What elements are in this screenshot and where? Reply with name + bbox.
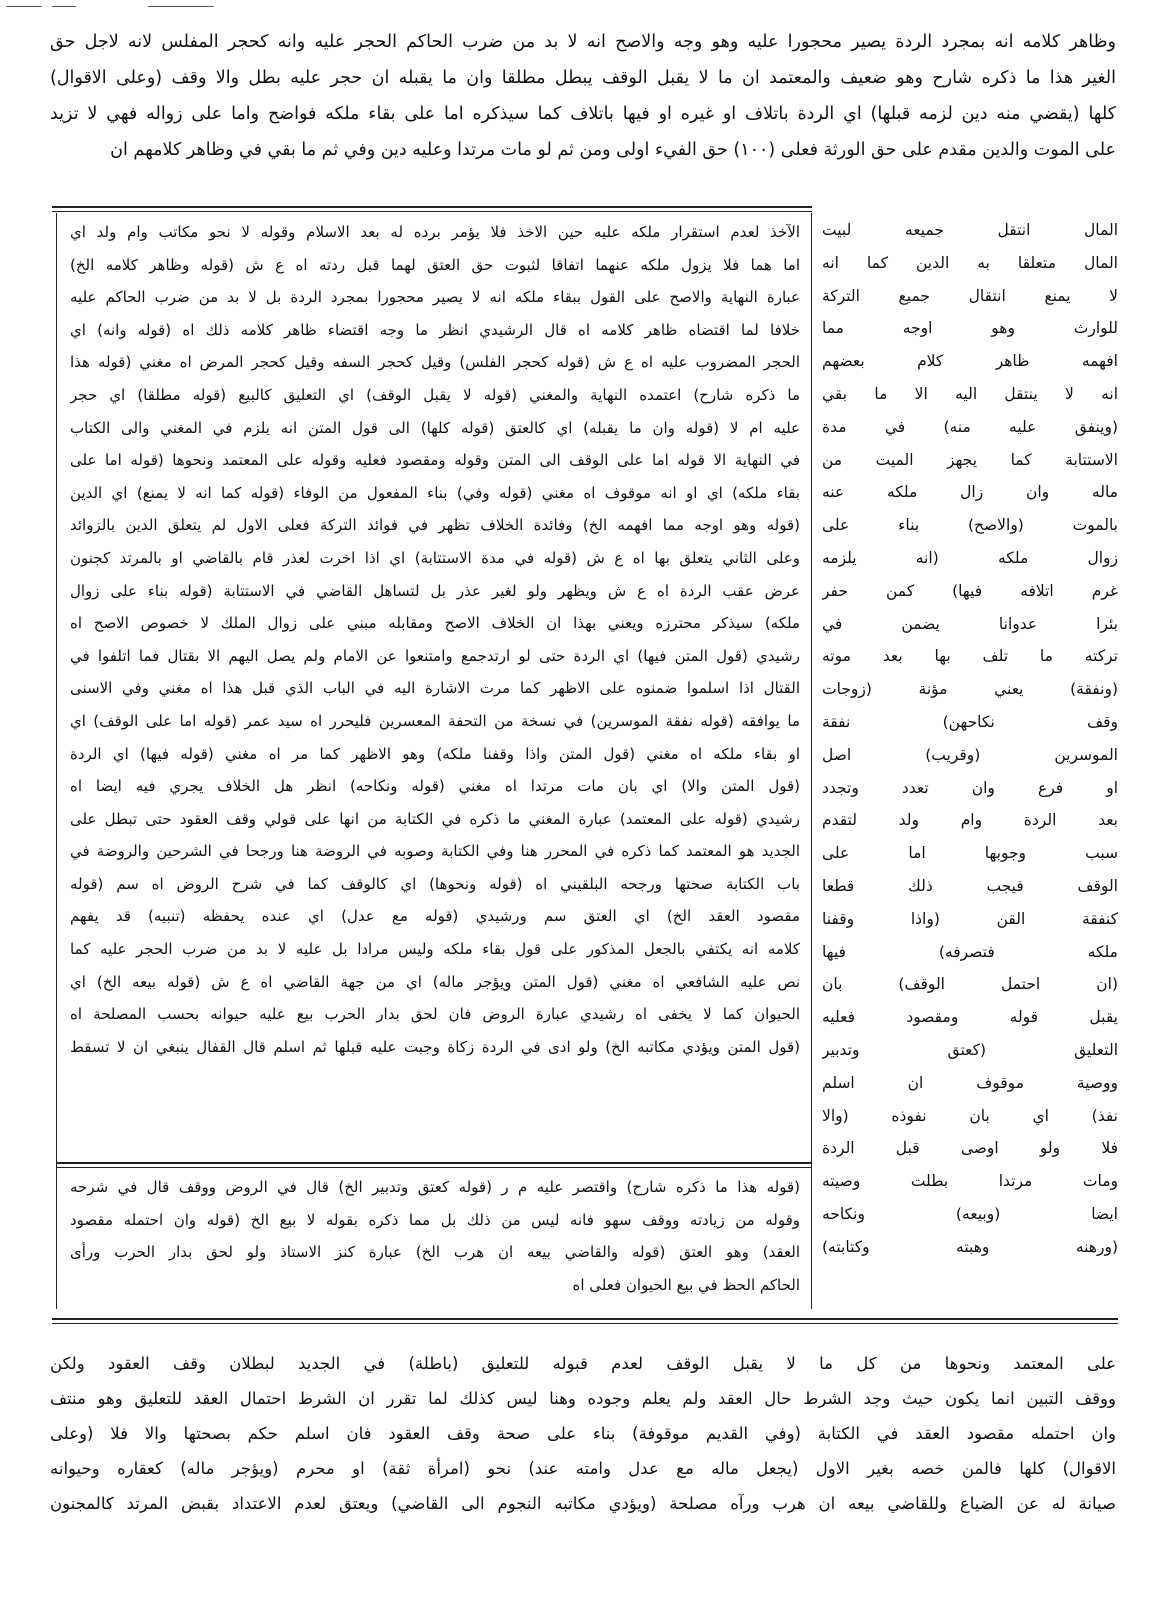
footnote-line: الحاكم الحظ في بيع الحيوان فعلى اه — [572, 1275, 800, 1294]
side-line: وقف نكاحهن) نفقة — [822, 712, 1118, 731]
commentary-line: نص عليه الشافعي اه مغني (قول المتن ويؤجر ماله) اي من جهة القاضي اه ع ش (قوله بيعه الخ) اي — [70, 972, 800, 991]
commentary-text — [70, 216, 800, 1063]
text-line: كلها (يقضي منه دين لزمه قبلها) اي الردة باتلاف او غيره او فيها باتلاف كما سيذكره اما على بقاء ملكه فواضح واما على زواله فهي لا تزيد — [50, 104, 1116, 124]
commentary-line: او بقاء ملكه اه مغني (قول المتن واذا وقفنا ملكه) وهو الاظهر كما مر اه مغني (قوله فيها) اي الردة — [70, 744, 800, 763]
side-line: للوارث وهو اوجه مما — [822, 319, 1118, 338]
footnote-line: العقد) وهو العتق (قوله والقاضي بيعه ان هرب الخ) عبارة كنز الاستاذ ولو لحق بدار الحرب ورأى — [70, 1243, 800, 1261]
side-line: (وينفق عليه منه) في مدة — [822, 417, 1118, 436]
side-line: يقبل قوله ومقصود فعليه — [822, 1008, 1118, 1027]
side-line: لا يمنع انتقال جميع التركة — [822, 286, 1118, 305]
commentary-line: كلامه انه يكتفي بالجعل المذكور على قول بقاء ملكه وليس مرادا بل عليه لا بد من ضرب الحجر عليه كما — [70, 940, 800, 959]
commentary-line: ملكه) سيذكر محترزه ويعني بهذا ان الخلاف الاصح ومقابله مبني على زوال الملك لا خصوص الاصح اه — [70, 614, 800, 633]
side-line: فلا ولو اوصى قبل الردة — [822, 1139, 1118, 1158]
side-line: تركته ما تلف بها بعد موته — [822, 647, 1118, 666]
text-line: ووقف التبين انما يكون حيث وجد الشرط حال العقد ولم يعلم وجوده وهنا ليس كذلك لما تقرر ان الشرط احتمال العقد للتعليق وهو منتف — [50, 1389, 1116, 1408]
text-line: على المعتمد ونحوها من كل ما لا يقبل الوقف لعدم قبوله للتعليق (باطلة) في الجديد لبطلان وقف العقود ولكن — [50, 1354, 1116, 1373]
side-line: الموسرين (وقريب) اصل — [822, 745, 1118, 764]
footnote-text — [70, 1171, 800, 1301]
commentary-line: وعلى الثاني يتعلق بها اه ع ش (قوله في مدة الاستتابة) اي اذا اخرت لعذر قام بالقاضي او بالمرتد كجنون — [70, 548, 800, 567]
main-text-bottom — [50, 1346, 1116, 1521]
commentary-line: رشيدي (قول المتن فيها) اي الردة حتى لو ارتدجمع وامتنعوا عن الامام ولم يصل اليهم الا بقتال فما اتلفوا في — [70, 646, 800, 665]
section-divider — [52, 1318, 1118, 1324]
edge-mark — [6, 6, 42, 7]
commentary-line: الجديد هو المعتمد كما ذكره في المحرر هنا وفي الكتابة وصوبه في الروضة هنا ورجحا في الشرحين والروضة في — [70, 842, 800, 861]
side-line: بئرا عدوانا يضمن في — [822, 614, 1118, 633]
side-line: او فرع وان تعدد وتجدد — [822, 778, 1118, 797]
commentary-line: ما يوافقه (قوله نفقة الموسرين) في نسخة من التحفة المعسرين فليحرر اه سيد عمر (قوله اما على الوقف) اي — [70, 711, 800, 730]
side-line: التعليق (كعتق وتدبير — [822, 1040, 1118, 1059]
edge-mark — [52, 6, 76, 7]
commentary-line: (قول المتن ويؤدي مكاتبه الخ) ولو ادى في الردة زكاة وجبت عليه قبلها ثم اسلم قال القفال ينبغي ان لا تسقط — [70, 1037, 800, 1056]
side-line: المال انتقل جميعه لبيت — [822, 221, 1118, 239]
side-line: بعد الردة وام ولد لتقدم — [822, 811, 1118, 830]
side-line: ايضا (وبيعه) ونكاحه — [822, 1204, 1118, 1223]
commentary-line: عبارة النهاية والاصح على القول ببقاء ملكه انه لا يصير محجورا بمجرد الردة بل لا بد من ضرب الحاكم عليه — [70, 288, 800, 307]
side-line: كنفقة القن (واذا وقفنا — [822, 909, 1118, 928]
commentary-line: الحيوان كما لا يخفى اه رشيدي عبارة الروض فان لحق بدار الحرب بيع عليه حيوانه بحسب المصلحة اه — [70, 1005, 800, 1024]
side-line: زوال ملكه (انه يلزمه — [822, 548, 1118, 567]
side-line: ملكه فتصرفه) فيها — [822, 942, 1118, 961]
side-line: بالموت (والاصح) بناء على — [822, 516, 1118, 535]
commentary-line: باب الكتابة صحتها ورجحه البلقيني اه (قوله ونحوها) اي كالوقف كما في شرح الروض اه سم (قوله — [70, 874, 800, 893]
commentary-line: ما ذكره شارح) اعتمده النهاية والمغني (قوله لا يقبل الوقف) اي التعليق كالبيع (قوله مطلقا) اي حجر — [70, 385, 800, 404]
side-line: انه لا ينتقل اليه الا ما بقي — [822, 384, 1118, 403]
commentary-line: عرض عقب الردة اه ع ش ويظهر ولو لغير عذر بل لتساهل القاضي في الاستتابة (قوله بناء على زوال — [70, 581, 800, 600]
side-line: افهمه ظاهر كلام بعضهم — [822, 352, 1118, 371]
side-line: المال متعلقا به الدين كما انه — [822, 253, 1118, 272]
commentary-line: اما هما فلا يزول ملكه عنهما اتفاقا لثبوت حق العتق لهما قبل ردته اه ع ش (قوله وظاهر كلامه الخ) — [70, 255, 800, 274]
commentary-line: خلافا لما اقتضاه ظاهر كلامه اه قال الرشيدي انظر ما وجه اقتضاء ظاهر كلامه ذلك اه (قوله وانه) اي — [70, 320, 800, 339]
side-line: ومات مرتدا بطلت وصيته — [822, 1172, 1118, 1191]
text-line: الغير هذا ما ذكره شارح وهو ضعيف والمعتمد ان ما لا يقبل الوقف يبطل مطلقا وان ما يقبله ان حجر عليه بطل والا وقف (وعلى الاقوال) — [50, 68, 1116, 88]
commentary-line: الآخذ لعدم استقرار ملكه عليه حين الاخذ فلا يؤمر برده له بعد الاسلام وقوله لا نحو مكاتب وام ولد اي — [70, 223, 800, 241]
edge-mark — [148, 6, 214, 7]
text-line: وان احتمله مقصود العقد في الكتابة (وفي القديم موقوفة) بناء على صحة وقف العقود فان اسلم حكم بصحتها والا فلا (وعلى — [50, 1424, 1116, 1443]
main-text-top — [50, 24, 1116, 168]
text-line: على الموت والدين مقدم على حق الورثة فعلى (١٠٠) حق الفيء اولى ومن ثم لو مات مرتدا وعليه دين وفي ثم ما بقي في وظاهر كلامهم ان — [110, 140, 1116, 160]
text-line: صيانة له عن الضياع وللقاضي بيعه ان هرب ورآه مصلحة (ويؤدي مكاتبه النجوم الى القاضي) ويعتق لعدم الاعتداد بقبض المرتد كالمجنون — [50, 1494, 1116, 1513]
side-line: ماله وان زال ملكه عنه — [822, 483, 1118, 502]
section-divider — [52, 206, 812, 212]
footnote-line: وقوله من زيادته ووقف سهو فانه ليس من ذلك بل مما ذكره بقوله لا بيع الخ (قوله وان احتمله مقصود — [70, 1210, 800, 1229]
commentary-line: رشيدي (قوله على المعتمد) عبارة المغني ما ذكره في الكتابة من انها على قولي وقف العقود حتى تبطل على — [70, 809, 800, 828]
side-line: سبب وجوبها اما على — [822, 844, 1118, 863]
text-line: الاقوال) كلها فالمن خصه بغير الاول (يجعل ماله مع عدل وامته عند) نحو (امرأة ثقة) او محرم (ويؤجر ماله) كعقاره وحيوانه — [50, 1459, 1116, 1478]
commentary-line: مقصود العقد الخ) اي العتق سم ورشيدي (قوله مع عدل) اي عنده يحفظه (تنبيه) قد يفهم — [70, 907, 800, 926]
commentary-line: بقاء ملكه) اي او انه موقوف اه مغني (قوله وفي) بناء المفعول من الوفاء (قوله كما انه لا يمنع) اي الدين — [70, 483, 800, 502]
text-line: وظاهر كلامه انه بمجرد الردة يصير محجورا عليه وهو وجه والاصح انه لا بد من ضرب الحاكم الحجر عليه وانه كحجر المفلس لانه لاجل حق — [50, 32, 1116, 52]
side-line: ووصية موقوف ان اسلم — [822, 1073, 1118, 1092]
footnote-divider — [56, 1162, 812, 1168]
side-line: الاستتابة كما يجهز الميت من — [822, 450, 1118, 469]
side-line: (ونفقة) يعني مؤنة (زوجات — [822, 680, 1118, 699]
commentary-line: عليه ام لا (قوله وان ما يقبله) اي كالعتق (قوله كلها) الى قول المتن انه يلزم في المغني والى الكتاب — [70, 418, 800, 437]
side-column-text — [822, 214, 1118, 1264]
top-edge-marks — [0, 4, 1155, 10]
side-line: نفذ) اي بان نفوذه (والا — [822, 1106, 1118, 1125]
side-line: (ان احتمل الوقف) بان — [822, 975, 1118, 994]
side-line: غرم اتلافه فيها) كمن حفر — [822, 581, 1118, 600]
commentary-line: القتال اذا اسلموا ضمنوه على الاظهر كما مرت الاشارة اليه في الباب الذي قبل هذا اه مغني وفي الاسنى — [70, 679, 800, 698]
commentary-line: الحجر المضروب عليه اه ع ش (قوله كحجر الفلس) وقيل كحجر السفه وقيل كحجر المرض اه مغني (قوله هذا — [70, 353, 800, 372]
commentary-line: (قوله وهو اوجه مما افهمه الخ) وفائدة الخلاف تظهر في فوائد التركة فعلى الاول لم يتعلق الدين بالزوائد — [70, 516, 800, 535]
side-line: الوقف فيجب ذلك قطعا — [822, 876, 1118, 895]
side-line: (ورهنه وهبته وكتابته) — [822, 1237, 1118, 1256]
footnote-line: (قوله هذا ما ذكره شارح) واقتصر عليه م ر (قوله كعتق وتدبير الخ) قال في الروض ووقف قال في شرحه — [70, 1178, 800, 1196]
commentary-line: (قول المتن والا) اي بان مات مرتدا اه مغني (قوله ونكاحه) انظر هل الخلاف يجري فيه ايضا اه — [70, 777, 800, 796]
commentary-line: في النهاية الا قوله اما على الوقف الى المتن وقوله ومقصود فعليه وقوله على المعتمد ونحوها (قوله اما على — [70, 451, 800, 470]
